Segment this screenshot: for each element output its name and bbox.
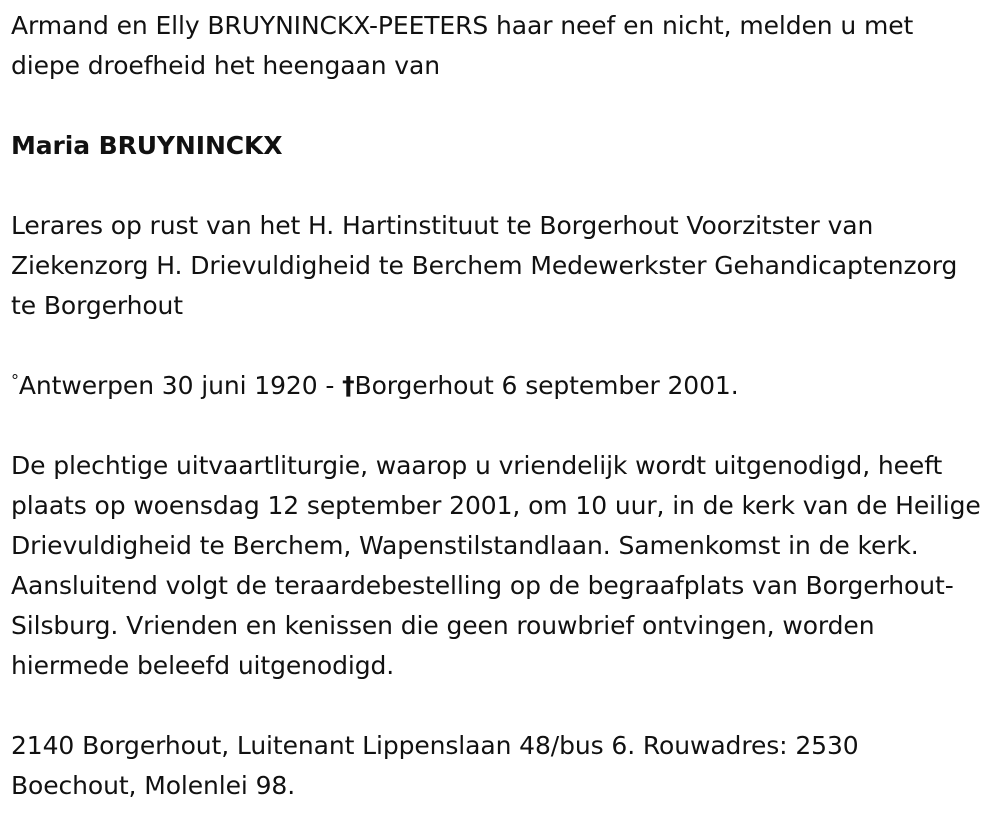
birth-symbol: ° bbox=[11, 371, 19, 390]
death-text: Borgerhout 6 september 2001. bbox=[354, 371, 739, 400]
birth-text: Antwerpen 30 juni 1920 - bbox=[18, 371, 343, 400]
roles-paragraph: Lerares op rust van het H. Hartinstituut te Borgerhout Voorzitster van Ziekenzorg H. Drievuldigheid te Berchem Medewerkster Gehandicaptenzorg te Borgerhout bbox=[11, 211, 958, 320]
deceased-name: Maria BRUYNINCKX bbox=[11, 131, 283, 160]
spacer bbox=[11, 326, 986, 366]
spacer bbox=[11, 406, 986, 446]
cross-icon: † bbox=[342, 371, 355, 400]
spacer bbox=[11, 686, 986, 726]
dates-line bbox=[11, 366, 986, 406]
intro-paragraph: Armand en Elly BRUYNINCKX-PEETERS haar neef en nicht, melden u met diepe droefheid het heengaan van bbox=[11, 11, 914, 80]
address-paragraph: 2140 Borgerhout, Luitenant Lippenslaan 48/bus 6. Rouwadres: 2530 Boechout, Molenlei 98. bbox=[11, 731, 859, 800]
funeral-paragraph: De plechtige uitvaartliturgie, waarop u vriendelijk wordt uitgenodigd, heeft plaats op woensdag 12 september 2001, om 10 uur, in de kerk van de Heilige Drievuldigheid te Berchem, Wapenstilstandlaan. Samenkomst in de kerk. Aansluitend volgt de teraardebestelling op de begraafplats van Borgerhout-Silsburg. Vrienden en kenissen die geen rouwbrief ontvingen, worden hiermede beleefd uitgenodigd. bbox=[11, 451, 981, 680]
obituary-notice bbox=[11, 6, 986, 806]
spacer bbox=[11, 166, 986, 206]
spacer bbox=[11, 86, 986, 126]
